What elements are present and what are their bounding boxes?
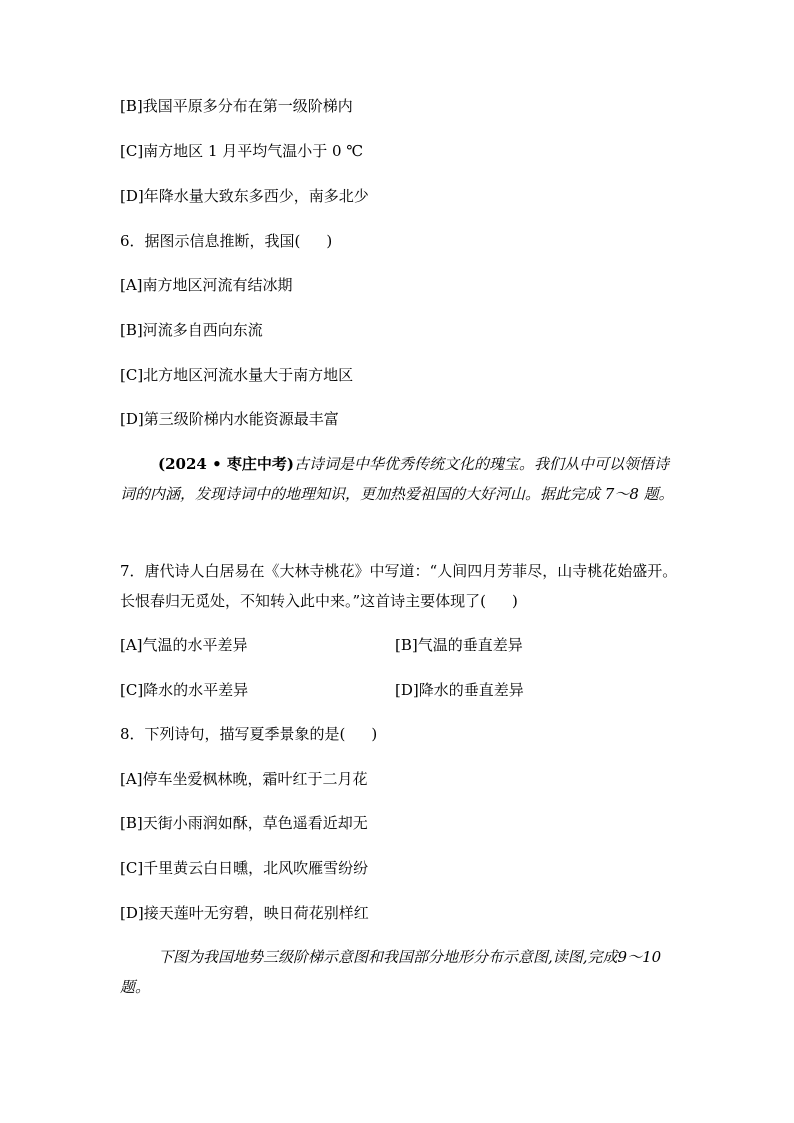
q7-stem-text: 7．唐代诗人白居易在《大林寺桃花》中写道：“人间四月芳菲尽，山寺桃花始盛开。长恨春归无觅处，不知转入此中来。”这首诗主要体现了( bbox=[120, 562, 678, 610]
q8-option-c: [C]千里黄云白日曛，北风吹雁雪纷纷 bbox=[120, 859, 369, 877]
q6-option-b: [B]河流多自西向东流 bbox=[120, 321, 263, 339]
q7-option-b: [B]气温的垂直差异 bbox=[395, 636, 523, 654]
q8-stem-text: 8．下列诗句，描写夏季景象的是( bbox=[120, 725, 346, 743]
intro-7-8-source: (2024 • 枣庄中考) bbox=[158, 455, 294, 473]
q5-option-d: [D]年降水量大致东多西少，南多北少 bbox=[120, 187, 369, 205]
q5-option-b: [B]我国平原多分布在第一级阶梯内 bbox=[120, 97, 353, 115]
intro-7-8-text: 古诗词是中华优秀传统文化的瑰宝。我们从中可以领悟诗词的内涵，发现诗词中的地理知识，更加热爱祖国的大好河山。据此完成 7～8 题。 bbox=[120, 455, 674, 503]
q8-option-a: [A]停车坐爱枫林晚，霜叶红于二月花 bbox=[120, 770, 368, 788]
q6-stem-close: ) bbox=[326, 232, 333, 250]
q8-stem bbox=[120, 724, 377, 744]
q6-option-d: [D]第三级阶梯内水能资源最丰富 bbox=[120, 410, 339, 428]
q7-stem-close: ) bbox=[512, 592, 518, 610]
intro-7-8 bbox=[120, 449, 680, 509]
q7-stem bbox=[120, 556, 680, 616]
q7-option-a: [A]气温的水平差异 bbox=[120, 636, 248, 654]
q8-option-b: [B]天街小雨润如酥，草色遥看近却无 bbox=[120, 814, 368, 832]
q6-option-c: [C]北方地区河流水量大于南方地区 bbox=[120, 366, 354, 384]
q7-option-d: [D]降水的垂直差异 bbox=[395, 681, 524, 699]
intro-9-10: 下图为我国地势三级阶梯示意图和我国部分地形分布示意图,读图,完成9～10 题。 bbox=[120, 948, 662, 996]
q8-stem-close: ) bbox=[371, 725, 378, 743]
q6-stem-text: 6．据图示信息推断，我国( bbox=[120, 232, 301, 250]
q6-option-a: [A]南方地区河流有结冰期 bbox=[120, 276, 293, 294]
q8-option-d: [D]接天莲叶无穷碧，映日荷花别样红 bbox=[120, 904, 369, 922]
q5-option-c: [C]南方地区 1 月平均气温小于 0 ℃ bbox=[120, 142, 364, 160]
q6-stem bbox=[120, 231, 332, 251]
q7-option-c: [C]降水的水平差异 bbox=[120, 681, 249, 699]
